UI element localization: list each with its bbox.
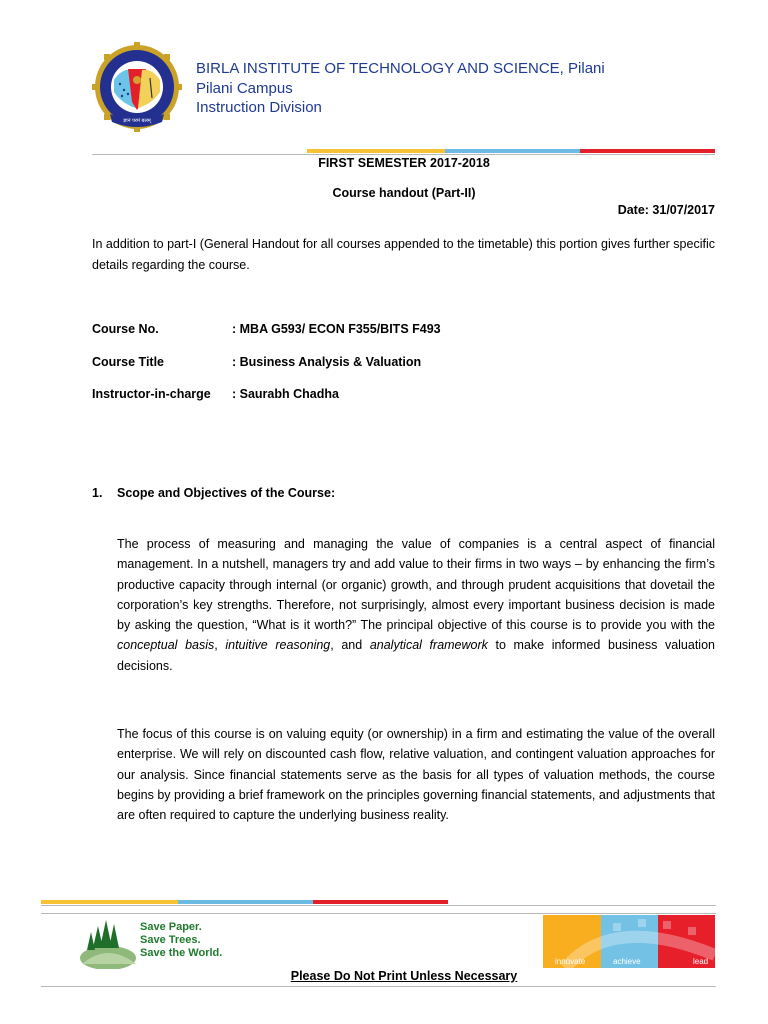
para1-emphasis-conceptual-basis: conceptual basis — [117, 638, 215, 653]
save-paper-logo — [60, 914, 260, 969]
para1-text-a: The process of measuring and managing the value of companies is a central aspect of financial management. In a nutshell, managers try and add value to their firms in two ways – by enhancing the firm’s productive capacity through internal (or organic) growth, and through prudent acquisitions that dovetail the corporation’s key strengths. Therefore, not surprisingly, almost every important business decision is made by asking the question, “What is it worth?” The principal objective of this course is to provide you with the — [117, 537, 715, 633]
footer-bar-red — [313, 900, 448, 904]
instructor-label: Instructor-in-charge — [92, 387, 211, 401]
header-rule — [92, 154, 715, 155]
division-name: Instruction Division — [196, 99, 322, 116]
para1-text-c: , and — [330, 638, 370, 653]
save-paper-text: Save Paper. — [140, 921, 202, 933]
para2-text: The focus of this course is on valuing equity (or ownership) in a firm and estimating the value of the overall enterprise. We will rely on discounted cash flow, relative valuation, and contingent valuation approaches for our analysis. Since financial statements serve as the basis for all types of valuation methods, the course begins by providing a brief framework on the principles governing financial statements, and adjustments that are often required to capture the underlying business reality. — [117, 727, 715, 823]
save-world-text: Save the World. — [140, 947, 223, 959]
handout-title: Course handout (Part-II) — [332, 186, 476, 200]
section-1-heading — [92, 486, 335, 500]
bits-pilani-crest-icon — [92, 42, 182, 132]
course-no-row — [92, 322, 441, 336]
course-title-value: : Business Analysis & Valuation — [232, 355, 422, 369]
para1-emphasis-intuitive-reasoning: intuitive reasoning — [225, 638, 331, 653]
instructor-value: : Saurabh Chadha — [232, 387, 339, 401]
footer-bar-yellow — [41, 900, 178, 904]
semester-title: FIRST SEMESTER 2017-2018 — [318, 156, 490, 170]
scope-paragraph-2 — [117, 724, 715, 825]
logo-motto: ज्ञानं परमं बलम् — [123, 118, 151, 124]
institute-name: BIRLA INSTITUTE OF TECHNOLOGY AND SCIENCE, Pilani — [196, 60, 605, 77]
course-no-value: : MBA G593/ ECON F355/BITS F493 — [232, 322, 441, 336]
trees-on-globe-icon — [60, 914, 260, 969]
campus-name: Pilani Campus — [196, 80, 293, 97]
print-notice: Please Do Not Print Unless Necessary — [290, 969, 518, 983]
scope-paragraph-1 — [117, 534, 715, 676]
innovate-achieve-lead-logo — [543, 915, 715, 968]
para1-emphasis-analytical-framework: analytical framework — [369, 638, 488, 653]
para1-text-d: to make informed business valuation decisions. — [117, 638, 715, 673]
course-title-row — [92, 355, 421, 369]
footer-rule-bottom — [41, 986, 716, 987]
footer-bar-blue — [178, 900, 313, 904]
tagline-lead: lead — [693, 957, 709, 966]
section-1-title: Scope and Objectives of the Course: — [117, 486, 336, 500]
header-bar-blue — [445, 149, 580, 153]
save-trees-text: Save Trees. — [140, 934, 201, 946]
tagline-innovate: innovate — [555, 957, 586, 966]
footer-rule-top-a — [41, 905, 716, 906]
header-bar-yellow — [307, 149, 445, 153]
instructor-row — [92, 387, 339, 401]
intro-paragraph: In addition to part-I (General Handout for all courses appended to the timetable) this portion gives further specific details regarding the course. — [92, 237, 715, 272]
course-title-label: Course Title — [92, 355, 165, 369]
tagline-achieve: achieve — [613, 957, 641, 966]
course-no-label: Course No. — [92, 322, 159, 336]
header-bar-red — [580, 149, 715, 153]
para1-text-b: , — [214, 638, 226, 653]
document-date: Date: 31/07/2017 — [617, 203, 715, 217]
section-1-number: 1. — [92, 486, 103, 500]
